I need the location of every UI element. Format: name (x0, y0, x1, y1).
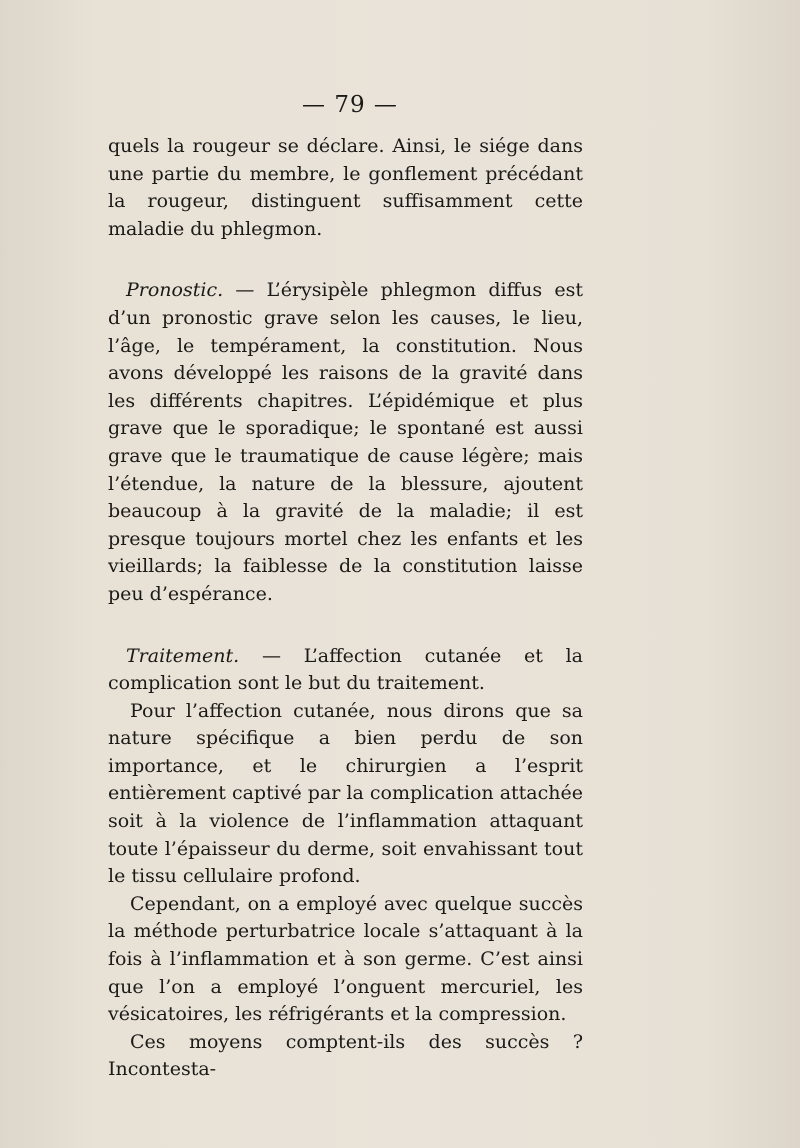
paragraph-text: — L’affection cutanée et la complication sont le but du traitement. (108, 644, 583, 695)
page-number: — 79 — (302, 92, 398, 118)
section-label-pronostic: Pronostic. (126, 279, 224, 302)
paragraph-text: — L’érysipèle phlegmon diffus est d’un pronostic grave selon les causes, le lieu, l’âge, le tempérament, la constitution. Nous avons développé les raisons de la gravité dans les différents chapitres. L’épidémique et plus grave que le sporadique; le spontané est aussi grave que le traumatique de cause légère; mais l’étendue, la nature de la blessure, ajoutent beaucoup à la gravité de la maladie; il est presque toujours mortel chez les enfants et les vieillards; la faiblesse de la constitution laisse peu d’espérance. (108, 279, 583, 605)
page-text (108, 133, 583, 1084)
section-label-traitement: Traitement. (126, 644, 240, 667)
paragraph-text: Cependant, on a employé avec quelque succès la méthode perturbatrice locale s’attaquant à la fois à l’inflammation et à son germe. C’est ainsi que l’on a employé l’onguent mercuriel, les vésicatoires, les réfrigérants et la compression. (108, 892, 583, 1026)
paragraph-pronostic (108, 277, 583, 608)
paragraph-continuation (108, 133, 583, 243)
paragraph-text: Pour l’affection cutanée, nous dirons que sa nature spécifique a bien perdu de son importance, et le chirurgien a l’esprit entièrement captivé par la complication attachée soit à la violence de l’inflammation attaquant toute l’épaisseur du derme, soit envahissant tout le tissu cellulaire profond. (108, 699, 583, 888)
paragraph-cependant (108, 891, 583, 1029)
paragraph-traitement (108, 643, 583, 698)
paragraph-text: quels la rougeur se déclare. Ainsi, le siége dans une partie du membre, le gonflement précédant la rougeur, distinguent suffisamment cette maladie du phlegmon. (108, 135, 583, 240)
paragraph-text: Ces moyens comptent-ils des succès ? Incontesta- (108, 1030, 583, 1081)
paragraph-moyens (108, 1029, 583, 1084)
paragraph-affection (108, 698, 583, 891)
